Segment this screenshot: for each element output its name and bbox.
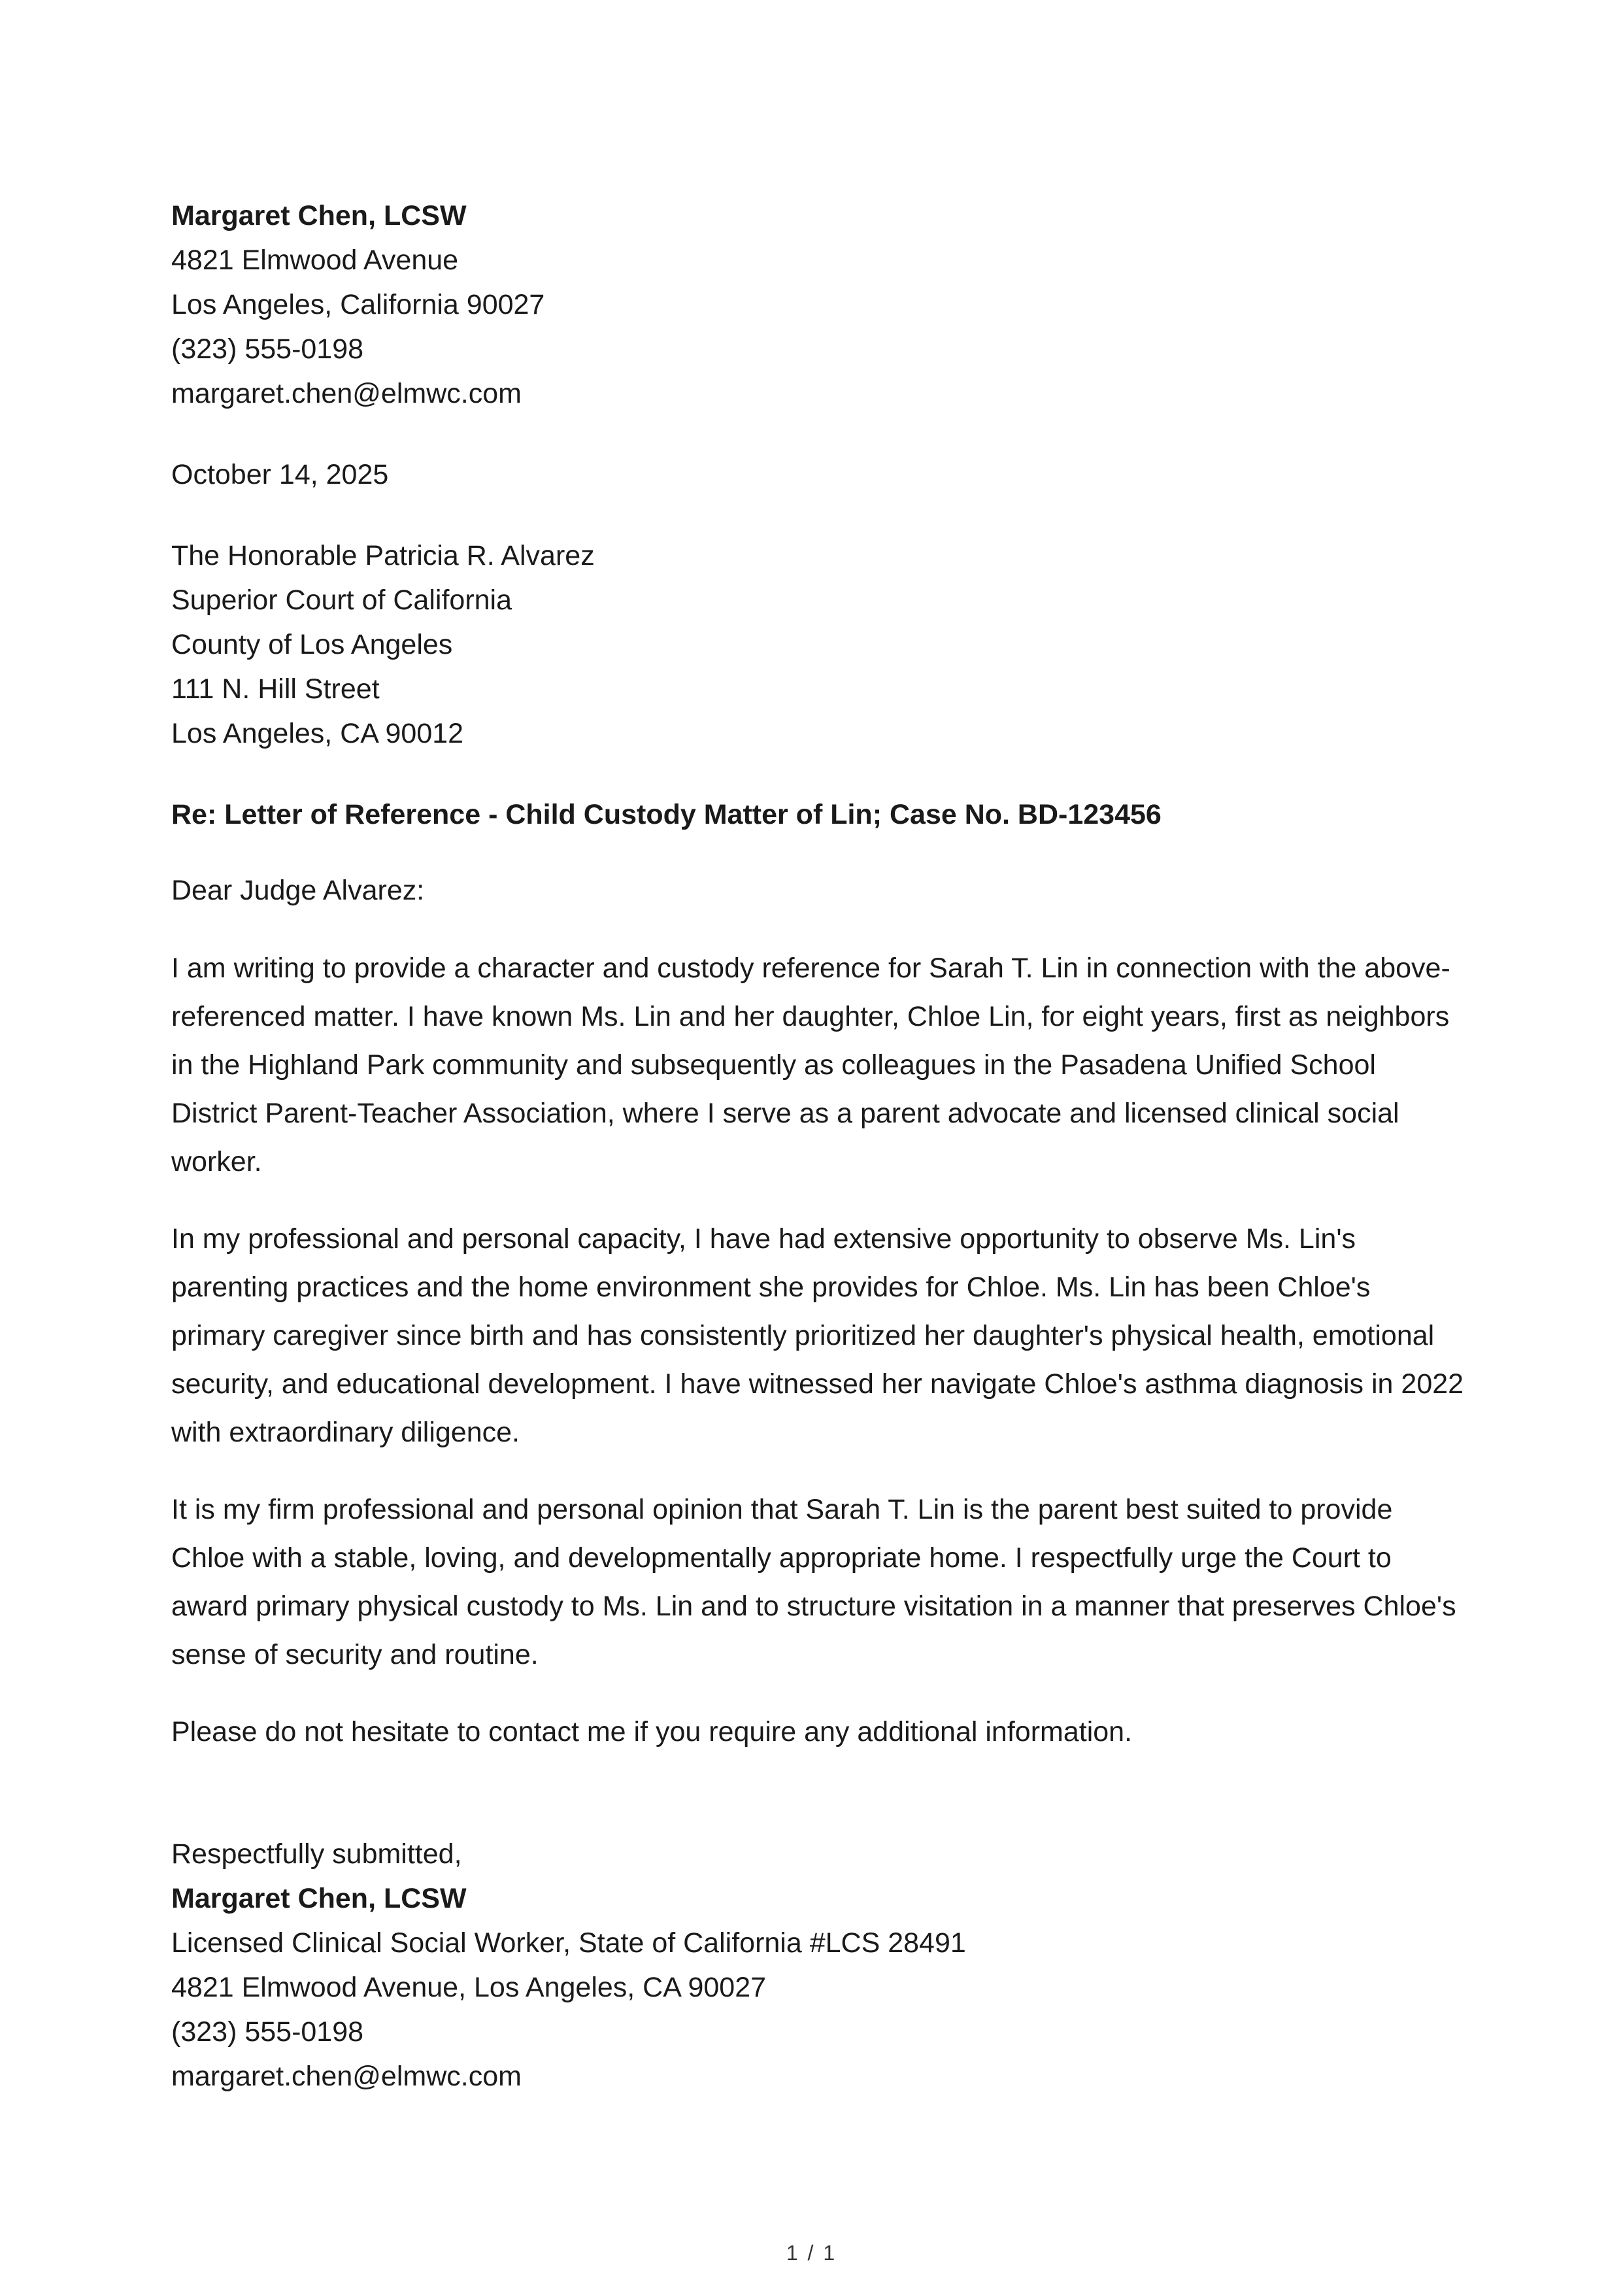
signatory-address: 4821 Elmwood Avenue, Los Angeles, CA 90027 [171,1972,767,2003]
sender-street: 4821 Elmwood Avenue [171,245,459,276]
sender-city-state: Los Angeles, California 90027 [171,289,545,320]
sender-email: margaret.chen@elmwc.com [171,378,522,409]
body-paragraph: In my professional and personal capacity, I have had extensive opportunity to observe Ms. Lin's parenting practices and the home environment she provides for Chloe. Ms. Lin has been Chloe's primary caregiver since birth and has consistently prioritized her daughter's physical health, emotional security, and educational development. I have witnessed her navigate Chloe's asthma diagnosis in 2022 with extraordinary diligence. [171,1223,1464,1448]
letter-page [171,194,1465,2099]
subject-block [171,792,1465,837]
sender-phone: (323) 555-0198 [171,333,364,365]
recipient-county: County of Los Angeles [171,629,453,660]
date-block [171,452,1465,497]
sender-name: Margaret Chen, LCSW [171,200,467,231]
letter-body [171,944,1465,1756]
salutation: Dear Judge Alvarez: [171,875,425,906]
subject-line: Re: Letter of Reference - Child Custody Matter of Lin; Case No. BD-123456 [171,799,1162,830]
recipient-block [171,533,1465,756]
signatory-email: margaret.chen@elmwc.com [171,2061,522,2092]
recipient-street: 111 N. Hill Street [171,673,380,705]
closing-block [171,1832,1465,2099]
body-paragraph: I am writing to provide a character and custody reference for Sarah T. Lin in connection with the above-referenced matter. I have known Ms. Lin and her daughter, Chloe Lin, for eight years, first as neighbors in the Highland Park community and subsequently as colleagues in the Pasadena Unified School District Parent-Teacher Association, where I serve as a parent advocate and licensed clinical social worker. [171,953,1450,1177]
signatory-name: Margaret Chen, LCSW [171,1883,467,1914]
recipient-court: Superior Court of California [171,584,512,616]
recipient-name: The Honorable Patricia R. Alvarez [171,540,595,571]
signatory-title: Licensed Clinical Social Worker, State of California #LCS 28491 [171,1927,966,1959]
recipient-city-state: Los Angeles, CA 90012 [171,718,464,749]
page-indicator: 1 / 1 [786,2241,837,2265]
body-paragraph: It is my firm professional and personal opinion that Sarah T. Lin is the parent best suited to provide Chloe with a stable, loving, and developmentally appropriate home. I respectfully urge the Court to award primary physical custody to Ms. Lin and to structure visitation in a manner that preserves Chloe's sense of security and routine. [171,1494,1456,1670]
body-paragraph: Please do not hesitate to contact me if you require any additional information. [171,1716,1133,1747]
valediction: Respectfully submitted, [171,1838,462,1870]
sender-block [171,194,1465,416]
letter-date: October 14, 2025 [171,459,389,490]
salutation-block [171,868,1465,913]
signatory-phone: (323) 555-0198 [171,2016,364,2048]
